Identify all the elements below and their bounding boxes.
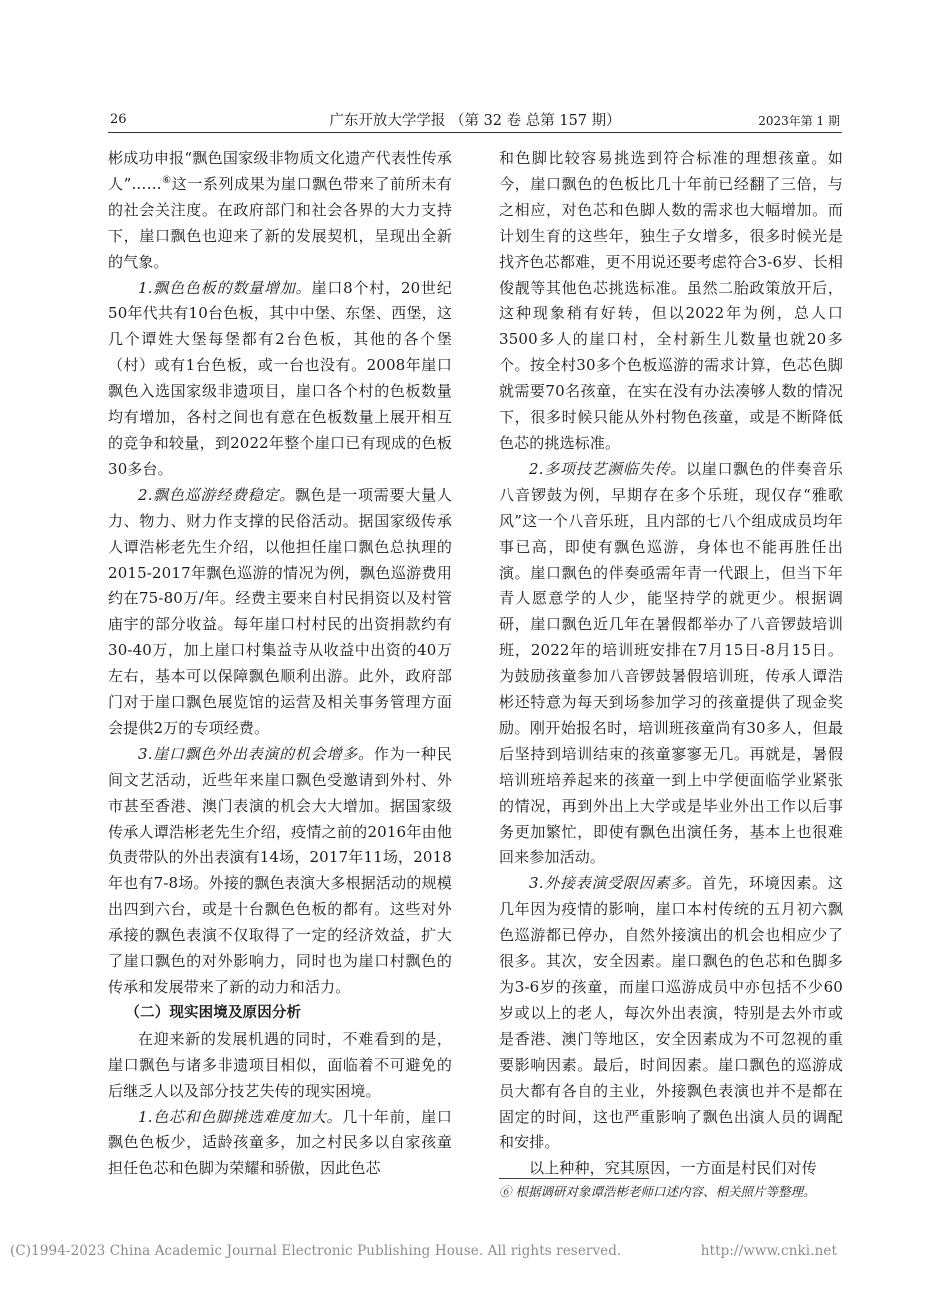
paragraph: 3.崖口飘色外出表演的机会增多。作为一种民间文艺活动，近些年来崖口飘色受邀请到外村、外市甚至香港、澳门表演的机会大大增加。据国家级传承人谭浩彬老先生介绍，疫情之前的2016年由他负责带队的外出表演有14场，2017年11场，2018年也有7-8场。外接的飘色表演大多根据活动的规模出四到六台，或是十台飘色色板的都有。这些对外承接的飘色表演不仅取得了一定的经济效益，扩大了崖口飘色的对外影响力，同时也为崖口村飘色的传承和发展带来了新的动力和活力。 — [108, 744, 452, 996]
paragraph: 以上种种，究其原因，一方面是村民们对传 — [529, 1159, 817, 1178]
page-number: 26 — [110, 112, 127, 127]
paragraph: 2.多项技艺濒临失传。以崖口飘色的伴奏音乐八音锣鼓为例，早期存在多个乐班，现仅存“雅歌风”这一个八音乐班，且内部的七八个组成成员均年事已高，即使有飘色巡游，身体也不能再胜任出演。崖口飘色的伴奏亟需年青一代跟上，但当下年青人愿意学的人少，能坚持学的就更少。根据调研，崖口飘色近几年在暑假都举办了八音锣鼓培训班，2022年的培训班安排在7月15日-8月15日。为鼓励孩童参加八音锣鼓暑假培训班，传承人谭浩彬还特意为每天到场参加学习的孩童提供了现金奖励。刚开始报名时，培训班孩童尚有30多人，但最后坚持到培训结束的孩童寥寥无几。再就是，暑假培训班培养起来的孩童一到上中学便面临学业紧张的情况，再到外出上大学或是毕业外出工作以后事务更加繁忙，即使有飘色出演任务，基本上也很难回来参加活动。 — [499, 459, 843, 867]
journal-title: 广东开放大学学报 （第 32 卷 总第 157 期） — [329, 113, 621, 129]
footnote-marker: ⑥ — [161, 174, 172, 186]
subheading: 3.崖口飘色外出表演的机会增多。 — [138, 744, 374, 763]
footnote-divider — [499, 1178, 649, 1179]
subheading: 1.飘色色板的数量增加。 — [138, 278, 312, 297]
subheading: 3.外接表演受限因素多。 — [529, 874, 702, 893]
cnki-link[interactable]: http://www.cnki.net — [700, 1243, 837, 1259]
footnote: ⑥ 根据调研对象谭浩彬老师口述内容、相关照片等整理。 — [499, 1184, 816, 1199]
paragraph: 在迎来新的发展机遇的同时，不难看到的是，崖口飘色与诸多非遗项目相似，面临着不可避免的后继乏人以及部分技艺失传的现实困境。 — [108, 1029, 452, 1100]
left-column — [108, 146, 452, 1182]
copyright-footer — [10, 1243, 940, 1259]
paragraph: 彬成功申报“飘色国家级非物质文化遗产代表性传承人”……⑥这一系列成果为崖口飘色带来了前所未有的社会关注度。在政府部门和社会各界的大力支持下，崖口飘色也迎来了新的发展契机，呈现出全新的气象。 — [108, 149, 452, 271]
page-header — [108, 108, 842, 133]
paragraph: 1.色芯和色脚挑选难度加大。几十年前，崖口飘色色板少，适龄孩童多，加之村民多以自家孩童担任色芯和色脚为荣耀和骄傲，因此色芯 — [108, 1107, 452, 1178]
paragraph: 2.飘色巡游经费稳定。飘色是一项需要大量人力、物力、财力作支撑的民俗活动。据国家级传承人谭浩彬老先生介绍，以他担任崖口飘色总执理的2015-2017年飘色巡游的情况为例，飘色巡游费用约在75-80万/年。经费主要来自村民捐资以及村管庙宇的部分收益。每年崖口村村民的出资捐款约有30-40万，加上崖口村集益寺从收益中出资的40万左右，基本可以保障飘色顺利出游。此外，政府部门对于崖口飘色展览馆的运营及相关事务管理方面会提供2万的专项经费。 — [108, 485, 452, 737]
subheading: 1.色芯和色脚挑选难度加大。 — [138, 1107, 343, 1126]
issue-label: 2023年第 1 期 — [758, 114, 840, 128]
subheading: 2.飘色巡游经费稳定。 — [138, 485, 296, 504]
copyright-text: (C)1994-2023 China Academic Journal Electronic Publishing House. All rights reserved. — [10, 1243, 622, 1259]
paragraph: 1.飘色色板的数量增加。崖口8个村，20世纪50年代共有10台色板，其中中堡、东堡、西堡，这几个谭姓大堡每堡都有2台色板，其他的各个堡（村）或有1台色板，或一台也没有。2008年崖口飘色入选国家级非遗项目，崖口各个村的色板数量均有增加，各村之间也有意在色板数量上展开相互的竞争和较量，到2022年整个崖口已有现成的色板30多台。 — [108, 278, 452, 478]
paragraph: 3.外接表演受限因素多。首先，环境因素。这几年因为疫情的影响，崖口本村传统的五月初六飘色巡游都已停办，自然外接演出的机会也相应少了很多。其次，安全因素。崖口飘色的色芯和色脚多为3-6岁的孩童，而崖口巡游成员中亦包括不少60岁或以上的老人，每次外出表演，特别是去外市或是香港、澳门等地区，安全因素成为不可忽视的重要影响因素。最后，时间因素。崖口飘色的巡游成员大都有各自的主业，外接飘色表演也并不是都在固定的时间，这也严重影响了飘色出演人员的调配和安排。 — [499, 874, 843, 1152]
subheading: 2.多项技艺濒临失传。 — [529, 459, 687, 478]
paragraph: 和色脚比较容易挑选到符合标准的理想孩童。如今，崖口飘色的色板比几十年前已经翻了三倍，与之相应，对色芯和色脚人数的需求也大幅增加。而计划生育的这些年，独生子女增多，很多时候光是找齐色芯都难，更不用说还要考虑符合3-6岁、长相俊靓等其他色芯挑选标准。虽然二胎政策放开后，这种现象稍有好转，但以2022年为例，总人口3500多人的崖口村，全村新生儿数量也就20多个。按全村30多个色板巡游的需求计算，色芯色脚就需要70名孩童，在实在没有办法凑够人数的情况下，很多时候只能从外村物色孩童，或是不断降低色芯的挑选标准。 — [499, 149, 843, 452]
section-heading: （二）现实困境及原因分析 — [125, 1004, 302, 1021]
right-column — [499, 146, 843, 1182]
